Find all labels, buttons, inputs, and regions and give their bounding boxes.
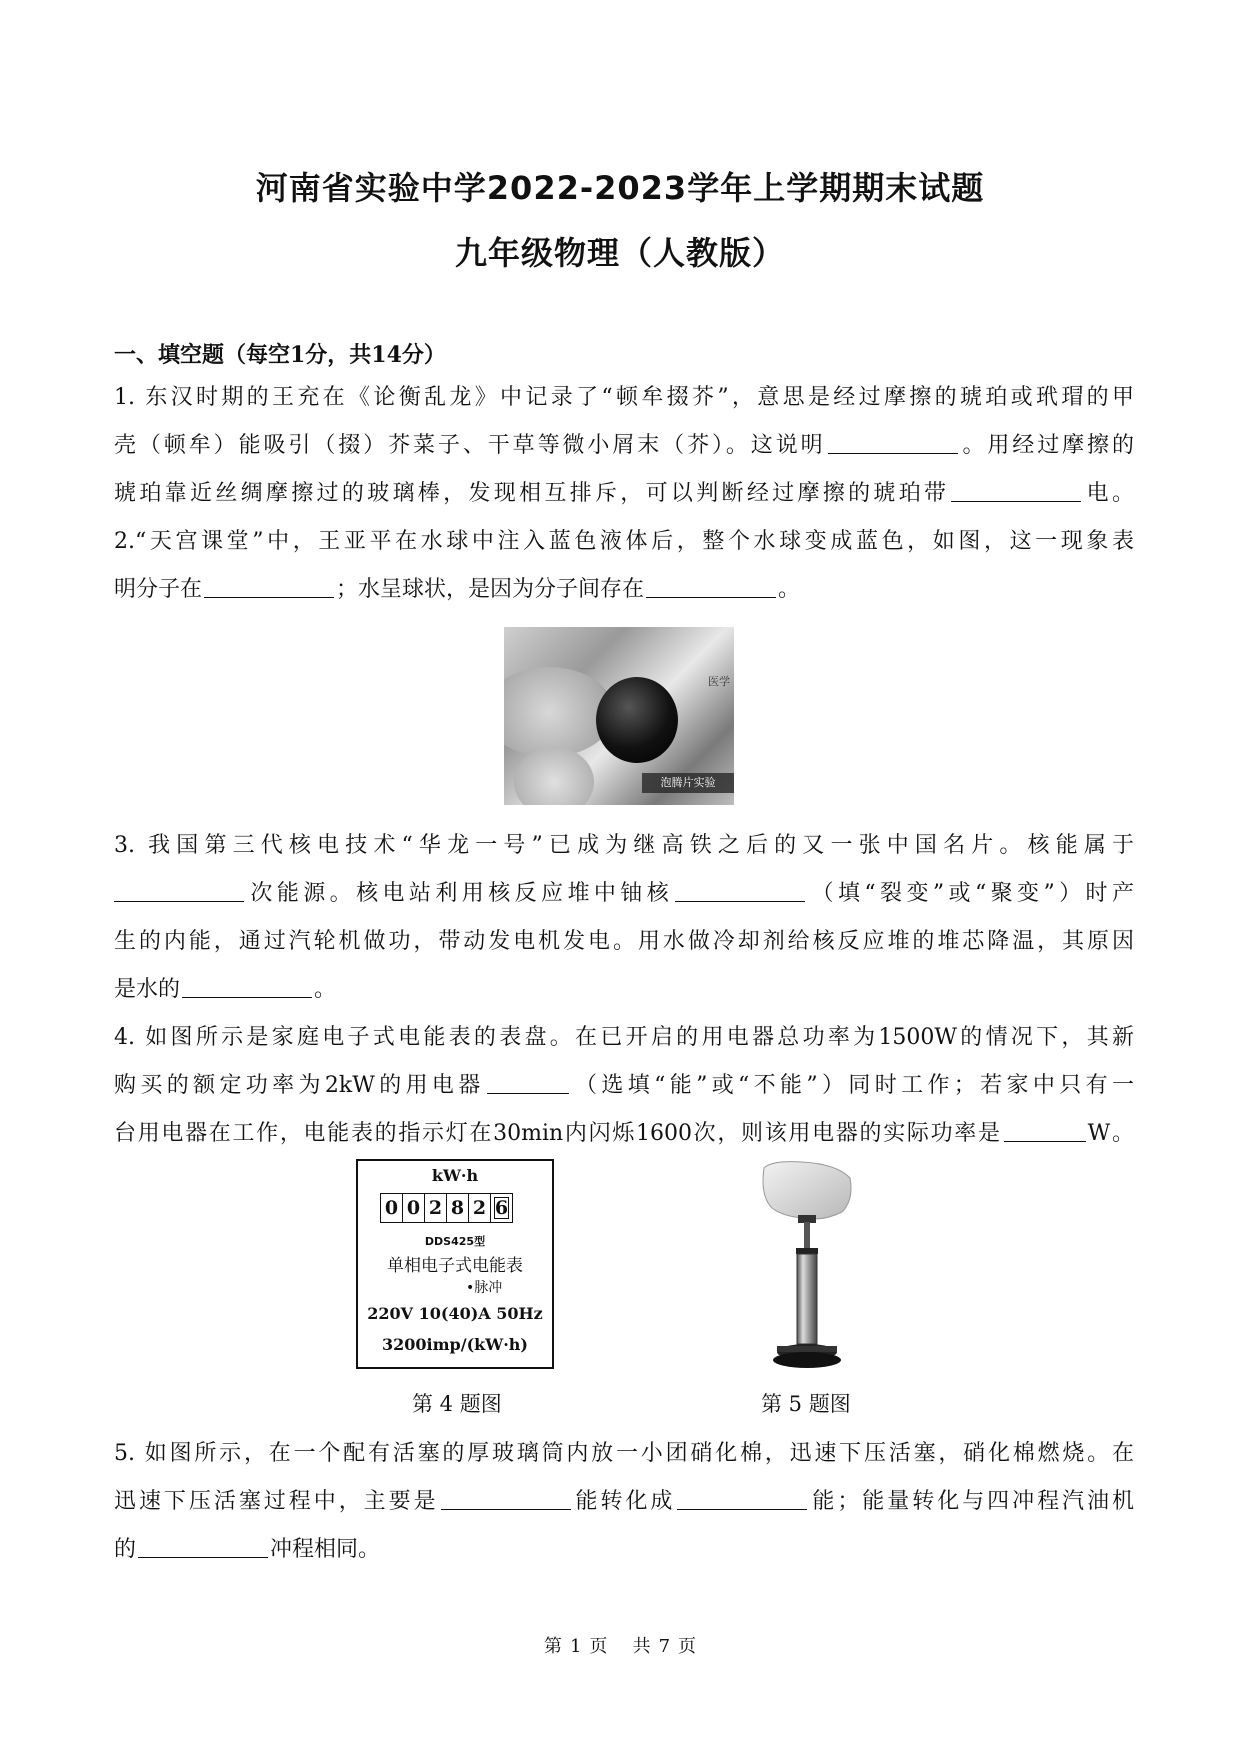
q3-line-1: 3. 我国第三代核电技术“华龙一号”已成为继高铁之后的又一张中国名片。核能属于 <box>114 833 1134 858</box>
q5-line-1: 5. 如图所示，在一个配有活塞的厚玻璃筒内放一小团硝化棉，迅速下压活塞，硝化棉燃烧。在 <box>114 1441 1134 1466</box>
answer-blank[interactable] <box>487 1071 569 1094</box>
page-footer: 第 1 页 共 7 页 <box>543 1636 697 1657</box>
hand-shape <box>514 747 594 805</box>
q4-line-3: 台用电器在工作，电能表的指示灯在30min内闪烁1600次，则该用电器的实际功率是 W。 <box>114 1121 1134 1146</box>
meter-digit: 2 <box>469 1194 491 1222</box>
q1-line-2: 壳（顿牟）能吸引（掇）芥菜子、干草等微小屑末（芥）。这说明 。用经过摩擦的 <box>114 433 1134 458</box>
meter-impulse-constant: 3200imp/(kW·h) <box>382 1335 528 1354</box>
piston-rod <box>804 1222 810 1252</box>
answer-blank[interactable] <box>675 879 805 902</box>
base-top <box>777 1346 837 1352</box>
q3-line-4: 是水的 。 <box>114 977 337 1002</box>
q5-line-2: 迅速下压活塞过程中，主要是 能转化成 能；能量转化与四冲程汽油机 <box>114 1489 1134 1514</box>
answer-blank[interactable] <box>677 1487 807 1510</box>
water-ball <box>596 677 678 763</box>
q5-line-3: 的 冲程相同。 <box>114 1537 381 1562</box>
q4-line-1: 4. 如图所示是家庭电子式电能表的表盘。在已开启的用电器总功率为1500W的情况下，其新 <box>114 1025 1134 1050</box>
exam-title: 河南省实验中学2022-2023学年上学期期末试题 <box>255 169 985 207</box>
answer-blank[interactable] <box>138 1535 268 1558</box>
meter-digits <box>380 1193 513 1223</box>
q1-line-1: 1. 东汉时期的王充在《论衡乱龙》中记录了“顿牟掇芥”，意思是经过摩擦的琥珀或玳瑁的甲 <box>114 385 1134 410</box>
answer-blank[interactable] <box>646 575 776 598</box>
water-ball-photo <box>504 627 734 805</box>
page-number: 1 <box>569 1636 582 1657</box>
energy-meter-figure <box>356 1159 554 1369</box>
q2-line-2: 明分子在 ；水呈球状，是因为分子间存在 。 <box>114 577 801 602</box>
meter-digit: 2 <box>425 1194 447 1222</box>
section-heading: 一、填空题（每空1分，共14分） <box>114 342 446 368</box>
glass-cylinder-piston-figure <box>742 1160 872 1372</box>
meter-rating: 220V 10(40)A 50Hz <box>367 1304 543 1323</box>
fig5-caption: 第 5 题图 <box>761 1392 851 1416</box>
answer-blank[interactable] <box>951 479 1081 502</box>
cylinder-cap <box>796 1248 818 1254</box>
answer-blank[interactable] <box>114 879 244 902</box>
q3-line-2: 次能源。核电站利用核反应堆中铀核 （填“裂变”或“聚变”）时产 <box>114 879 1134 909</box>
meter-digit: 0 <box>381 1194 403 1222</box>
answer-blank[interactable] <box>1004 1119 1086 1142</box>
base-bottom <box>773 1352 841 1368</box>
meter-name: 单相电子式电能表 <box>387 1256 523 1276</box>
total-pages: 7 <box>658 1636 671 1657</box>
meter-digit-decimal: 6 <box>491 1194 512 1222</box>
answer-blank[interactable] <box>828 431 958 454</box>
exam-subtitle: 九年级物理（人教版） <box>454 234 785 272</box>
q1-line-3: 琥珀靠近丝绸摩擦过的玻璃棒，发现相互排斥，可以判断经过摩擦的琥珀带 电。 <box>114 481 1134 506</box>
piston-handle <box>798 1215 816 1223</box>
photo-caption: 泡腾片实验 <box>642 773 734 793</box>
photo-side-text: 医学 <box>708 675 730 688</box>
meter-pulse-label: •脉冲 <box>466 1280 503 1296</box>
answer-blank[interactable] <box>441 1487 571 1510</box>
q2-line-1: 2.“天宫课堂”中，王亚平在水球中注入蓝色液体后，整个水球变成蓝色，如图，这一现象表 <box>114 529 1134 554</box>
hand-shape <box>763 1162 851 1220</box>
fig4-caption: 第 4 题图 <box>412 1392 502 1416</box>
q3-line-3: 生的内能，通过汽轮机做功，带动发电机发电。用水做冷却剂给核反应堆的堆芯降温，其原因 <box>114 929 1134 954</box>
q4-line-2: 购买的额定功率为2kW的用电器 （选填“能”或“不能”）同时工作；若家中只有一 <box>114 1073 1134 1098</box>
answer-blank[interactable] <box>182 975 312 998</box>
meter-unit: kW·h <box>431 1166 479 1185</box>
answer-blank[interactable] <box>204 575 334 598</box>
meter-digit: 0 <box>403 1194 425 1222</box>
meter-model: DDS425型 <box>424 1235 486 1248</box>
glass-cylinder <box>797 1254 817 1344</box>
meter-digit: 8 <box>447 1194 469 1222</box>
